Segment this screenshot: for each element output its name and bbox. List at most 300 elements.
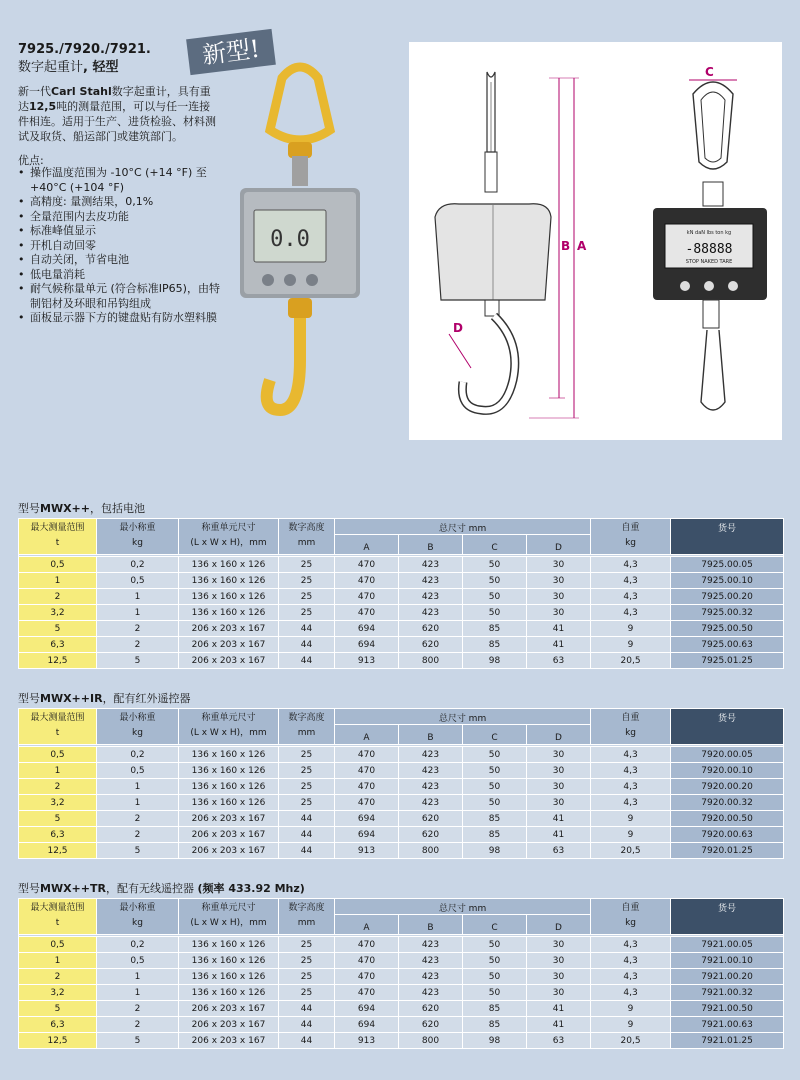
table-cell: 2: [97, 811, 179, 827]
table-cell: 30: [527, 605, 591, 621]
header-total-size: 总尺寸 mm: [335, 709, 591, 725]
advantage-item: • 标准峰值显示: [18, 224, 228, 239]
label-b: B: [561, 239, 571, 253]
table-cell: 85: [463, 811, 527, 827]
table-cell: 25: [279, 779, 335, 795]
table-row: [19, 637, 784, 653]
title-prefix: 型号: [18, 692, 40, 705]
header-item-no: 货号: [671, 709, 784, 745]
table-cell: 44: [279, 827, 335, 843]
table-cell: 694: [335, 1017, 399, 1033]
table-cell: 206 x 203 x 167: [179, 653, 279, 669]
table-row: [19, 605, 784, 621]
table-cell: 98: [463, 1033, 527, 1049]
header-dim: A: [335, 535, 399, 555]
table-cell: 50: [463, 969, 527, 985]
table-cell: 1: [19, 763, 97, 779]
table-cell: 30: [527, 795, 591, 811]
table-cell: 50: [463, 573, 527, 589]
header-digit-height: 数字高度 mm: [279, 519, 335, 555]
table-cell: 2: [97, 1017, 179, 1033]
header-dim: C: [463, 535, 527, 555]
table-cell: 694: [335, 811, 399, 827]
table-cell: 470: [335, 557, 399, 573]
table-cell: 620: [399, 811, 463, 827]
table-cell: 206 x 203 x 167: [179, 843, 279, 859]
title-suffix: ，配有红外遥控器: [102, 692, 191, 705]
table-row: [19, 937, 784, 953]
table-cell: 7925.00.05: [671, 557, 784, 573]
table-cell: 25: [279, 969, 335, 985]
header-dim: C: [463, 915, 527, 935]
table-cell: 7925.00.20: [671, 589, 784, 605]
table-row: [19, 779, 784, 795]
table-cell: 5: [19, 1001, 97, 1017]
table-row: [19, 621, 784, 637]
table-cell: 470: [335, 763, 399, 779]
table-cell: 4,3: [591, 795, 671, 811]
advantage-item: • 耐气候称量单元 (符合标准IP65)，由特制铝材及环眼和吊钩组成: [18, 282, 228, 311]
intro-text-1: 新一代: [18, 85, 51, 98]
table-cell: 41: [527, 811, 591, 827]
new-badge: 新型!: [186, 29, 276, 75]
table-cell: 25: [279, 985, 335, 1001]
table-cell: 7920.00.63: [671, 827, 784, 843]
table-cell: 0,2: [97, 747, 179, 763]
advantage-item: • 全量范围内去皮功能: [18, 210, 228, 225]
peak-button-icon: [306, 274, 318, 286]
top-shackle-icon: [270, 67, 330, 140]
table-row: [19, 953, 784, 969]
table-cell: 85: [463, 621, 527, 637]
table-cell: 25: [279, 953, 335, 969]
table-cell: 620: [399, 621, 463, 637]
table-row: [19, 557, 784, 573]
header-min-weight: 最小称重 kg: [97, 709, 179, 745]
table-cell: 423: [399, 605, 463, 621]
table-cell: 30: [527, 985, 591, 1001]
table-cell: 9: [591, 637, 671, 653]
table-cell: 5: [97, 1033, 179, 1049]
table-cell: 6,3: [19, 1017, 97, 1033]
table-cell: 44: [279, 653, 335, 669]
table-cell: 6,3: [19, 827, 97, 843]
table-cell: 41: [527, 827, 591, 843]
table-row: [19, 653, 784, 669]
table-cell: 9: [591, 811, 671, 827]
table-cell: 136 x 160 x 126: [179, 969, 279, 985]
table-cell: 25: [279, 763, 335, 779]
spec-table-mwx-tr: [18, 898, 784, 1049]
table-cell: 136 x 160 x 126: [179, 763, 279, 779]
table-cell: 206 x 203 x 167: [179, 1001, 279, 1017]
table-cell: 0,5: [19, 747, 97, 763]
advantage-item: • 低电量消耗: [18, 268, 228, 283]
table-cell: 2: [97, 621, 179, 637]
header-weight: 自重 kg: [591, 899, 671, 935]
subtitle-rest: , 轻型: [83, 60, 119, 75]
header-dim: A: [335, 915, 399, 935]
table-cell: 5: [19, 811, 97, 827]
header-digit-height: 数字高度 mm: [279, 899, 335, 935]
header-cell-size: 称重单元尺寸 (L x W x H)，mm: [179, 899, 279, 935]
table-cell: 7925.00.50: [671, 621, 784, 637]
table-cell: 2: [19, 589, 97, 605]
table-cell: 7921.00.10: [671, 953, 784, 969]
table-cell: 25: [279, 795, 335, 811]
table-cell: 423: [399, 779, 463, 795]
table-cell: 470: [335, 795, 399, 811]
table-cell: 423: [399, 969, 463, 985]
table-cell: 50: [463, 953, 527, 969]
table-cell: 4,3: [591, 557, 671, 573]
table-cell: 1: [97, 985, 179, 1001]
table-cell: 423: [399, 763, 463, 779]
table-cell: 9: [591, 1001, 671, 1017]
label-c: C: [705, 65, 714, 79]
table-cell: 7920.00.50: [671, 811, 784, 827]
table-cell: 1: [19, 573, 97, 589]
spec-table-mwx-ir: [18, 708, 784, 859]
header-weight: 自重 kg: [591, 519, 671, 555]
table-cell: 206 x 203 x 167: [179, 637, 279, 653]
header-item-no: 货号: [671, 519, 784, 555]
table-cell: 25: [279, 573, 335, 589]
table-row: [19, 1017, 784, 1033]
table-row: [19, 985, 784, 1001]
table-cell: 2: [97, 1001, 179, 1017]
advantage-item: • 高精度: 量测结果，0,1%: [18, 195, 228, 210]
header-dim: A: [335, 725, 399, 745]
table-cell: 1: [19, 953, 97, 969]
table-cell: 1: [97, 779, 179, 795]
table-cell: 4,3: [591, 589, 671, 605]
header-weight: 自重 kg: [591, 709, 671, 745]
table-cell: 7920.00.32: [671, 795, 784, 811]
table-cell: 1: [97, 969, 179, 985]
table-cell: 30: [527, 747, 591, 763]
table-cell: 0,2: [97, 557, 179, 573]
spec-table-mwx: [18, 518, 784, 669]
table-cell: 470: [335, 589, 399, 605]
table-cell: 800: [399, 843, 463, 859]
table-cell: 63: [527, 653, 591, 669]
table-cell: 7921.00.05: [671, 937, 784, 953]
table-cell: 0,5: [19, 937, 97, 953]
table-cell: 4,3: [591, 605, 671, 621]
header-dim: B: [399, 915, 463, 935]
table-cell: 136 x 160 x 126: [179, 589, 279, 605]
header-dim: B: [399, 725, 463, 745]
table-cell: 85: [463, 637, 527, 653]
table-cell: 913: [335, 843, 399, 859]
table-cell: 423: [399, 937, 463, 953]
table-cell: 136 x 160 x 126: [179, 985, 279, 1001]
table-cell: 0,5: [19, 557, 97, 573]
table-cell: 3,2: [19, 985, 97, 1001]
table-cell: 470: [335, 747, 399, 763]
title-extra: (频率 433.92 Mhz): [197, 882, 305, 895]
table-cell: 470: [335, 953, 399, 969]
intro-text-2: 数字起重计，具有重达: [18, 85, 211, 113]
table-cell: 5: [97, 843, 179, 859]
table-cell: 7920.00.05: [671, 747, 784, 763]
table-cell: 50: [463, 747, 527, 763]
table-row: [19, 747, 784, 763]
table-cell: 470: [335, 969, 399, 985]
tare-key-icon: [704, 281, 714, 291]
title-model: MWX++IR: [40, 692, 103, 705]
table-cell: 423: [399, 953, 463, 969]
table-cell: 913: [335, 1033, 399, 1049]
table-cell: 800: [399, 653, 463, 669]
advantage-item: • 操作温度范围为 -10°C (+14 °F) 至 +40°C (+104 °F): [18, 166, 228, 195]
table-cell: 620: [399, 1017, 463, 1033]
table-row: [19, 795, 784, 811]
model-code: 7925./7920./7921.: [18, 42, 151, 57]
table-row: [19, 969, 784, 985]
table-cell: 2: [19, 969, 97, 985]
table-cell: 12,5: [19, 843, 97, 859]
table-row: [19, 843, 784, 859]
title-model: MWX++: [40, 502, 90, 515]
table-cell: 206 x 203 x 167: [179, 621, 279, 637]
table-cell: 4,3: [591, 953, 671, 969]
table-cell: 136 x 160 x 126: [179, 795, 279, 811]
table-cell: 423: [399, 573, 463, 589]
svg-text:kN daN lbs ton kg: kN daN lbs ton kg: [686, 230, 732, 236]
table-cell: 136 x 160 x 126: [179, 573, 279, 589]
table-cell: 50: [463, 557, 527, 573]
table-cell: 1: [97, 589, 179, 605]
table-cell: 423: [399, 557, 463, 573]
header-dim: B: [399, 535, 463, 555]
table-cell: 7920.00.20: [671, 779, 784, 795]
title-suffix: ，配有无线遥控器: [105, 882, 198, 895]
table-cell: 50: [463, 779, 527, 795]
header-dim: D: [527, 535, 591, 555]
table-row: [19, 763, 784, 779]
advantages-title: 优点:: [18, 154, 44, 167]
table-cell: 5: [97, 653, 179, 669]
table-cell: 694: [335, 637, 399, 653]
table-cell: 25: [279, 557, 335, 573]
table-cell: 4,3: [591, 779, 671, 795]
table-cell: 20,5: [591, 653, 671, 669]
table-cell: 0,2: [97, 937, 179, 953]
table-cell: 3,2: [19, 605, 97, 621]
table-cell: 0,5: [97, 953, 179, 969]
table-cell: 136 x 160 x 126: [179, 779, 279, 795]
table-cell: 50: [463, 589, 527, 605]
table-cell: 30: [527, 937, 591, 953]
table-cell: 470: [335, 779, 399, 795]
table-cell: 7921.00.20: [671, 969, 784, 985]
table-cell: 2: [97, 827, 179, 843]
table-cell: 98: [463, 843, 527, 859]
table-cell: 63: [527, 843, 591, 859]
table-cell: 98: [463, 653, 527, 669]
table-cell: 7925.00.32: [671, 605, 784, 621]
table-cell: 41: [527, 1001, 591, 1017]
table-cell: 50: [463, 605, 527, 621]
header-min-weight: 最小称重 kg: [97, 899, 179, 935]
table-cell: 85: [463, 1001, 527, 1017]
table-cell: 470: [335, 937, 399, 953]
table-cell: 25: [279, 747, 335, 763]
table-cell: 44: [279, 811, 335, 827]
table-cell: 0,5: [97, 573, 179, 589]
product-subtitle: [18, 56, 118, 75]
table-cell: 50: [463, 795, 527, 811]
table-cell: 7925.00.63: [671, 637, 784, 653]
table-cell: 85: [463, 1017, 527, 1033]
table-cell: 50: [463, 937, 527, 953]
table-cell: 423: [399, 747, 463, 763]
table-cell: 85: [463, 827, 527, 843]
table-cell: 4,3: [591, 985, 671, 1001]
table-cell: 423: [399, 985, 463, 1001]
table-cell: 3,2: [19, 795, 97, 811]
table-cell: 2: [19, 779, 97, 795]
table-cell: 30: [527, 953, 591, 969]
svg-text:-88888: -88888: [685, 242, 733, 257]
table-cell: 4,3: [591, 969, 671, 985]
table-cell: 44: [279, 843, 335, 859]
table-title-mwx-ir: [18, 690, 191, 706]
table-cell: 44: [279, 1017, 335, 1033]
table-cell: 12,5: [19, 1033, 97, 1049]
table-row: [19, 827, 784, 843]
table-cell: 12,5: [19, 653, 97, 669]
dimension-diagram: [409, 42, 782, 440]
table-cell: 7921.00.50: [671, 1001, 784, 1017]
table-cell: 30: [527, 589, 591, 605]
advantage-item: • 自动关闭，节省电池: [18, 253, 228, 268]
table-cell: 7920.00.10: [671, 763, 784, 779]
label-d: D: [453, 321, 463, 335]
table-cell: 30: [527, 779, 591, 795]
product-photo: [230, 60, 370, 430]
svg-text:0.0: 0.0: [270, 227, 310, 252]
table-cell: 470: [335, 605, 399, 621]
table-cell: 30: [527, 969, 591, 985]
table-cell: 44: [279, 621, 335, 637]
advantage-item: • 开机自动回零: [18, 239, 228, 254]
table-row: [19, 589, 784, 605]
table-cell: 136 x 160 x 126: [179, 953, 279, 969]
table-cell: 20,5: [591, 1033, 671, 1049]
table-cell: 136 x 160 x 126: [179, 605, 279, 621]
table-cell: 9: [591, 621, 671, 637]
header-dim: D: [527, 725, 591, 745]
table-cell: 1: [97, 605, 179, 621]
table-cell: 30: [527, 557, 591, 573]
table-cell: 6,3: [19, 637, 97, 653]
title-prefix: 型号: [18, 882, 40, 895]
table-cell: 7925.00.10: [671, 573, 784, 589]
table-cell: 44: [279, 637, 335, 653]
table-cell: 620: [399, 1001, 463, 1017]
table-cell: 20,5: [591, 843, 671, 859]
header-capacity: 最大测量范围 t: [19, 709, 97, 745]
table-cell: 620: [399, 827, 463, 843]
table-cell: 63: [527, 1033, 591, 1049]
table-cell: 2: [97, 637, 179, 653]
table-cell: 470: [335, 573, 399, 589]
table-cell: 694: [335, 621, 399, 637]
table-cell: 7921.00.63: [671, 1017, 784, 1033]
table-cell: 136 x 160 x 126: [179, 937, 279, 953]
advantage-item: • 面板显示器下方的键盘贴有防水塑料膜: [18, 311, 228, 326]
table-cell: 423: [399, 795, 463, 811]
table-cell: 7921.00.32: [671, 985, 784, 1001]
title-model: MWX++TR: [40, 882, 106, 895]
table-cell: 25: [279, 605, 335, 621]
table-cell: 4,3: [591, 573, 671, 589]
intro-text-3: 吨的测量范围，可以与任一连接件相连。适用于生产、进货检验、材料测试及取货、船运部门或建筑部门。: [18, 100, 216, 143]
table-cell: 4,3: [591, 747, 671, 763]
table-cell: 694: [335, 1001, 399, 1017]
table-cell: 30: [527, 763, 591, 779]
table-cell: 44: [279, 1033, 335, 1049]
title-prefix: 型号: [18, 502, 40, 515]
table-cell: 206 x 203 x 167: [179, 1017, 279, 1033]
bottom-hook-icon: [267, 318, 300, 410]
table-cell: 50: [463, 985, 527, 1001]
table-cell: 50: [463, 763, 527, 779]
power-key-icon: [680, 281, 690, 291]
table-cell: 30: [527, 573, 591, 589]
table-cell: 206 x 203 x 167: [179, 811, 279, 827]
table-cell: 41: [527, 1017, 591, 1033]
table-cell: 694: [335, 827, 399, 843]
table-row: [19, 573, 784, 589]
table-cell: 0,5: [97, 763, 179, 779]
intro-paragraph: [18, 84, 218, 144]
table-cell: 25: [279, 937, 335, 953]
table-cell: 9: [591, 827, 671, 843]
header-cell-size: 称重单元尺寸 (L x W x H)，mm: [179, 709, 279, 745]
header-min-weight: 最小称重 kg: [97, 519, 179, 555]
table-cell: 5: [19, 621, 97, 637]
header-dim: D: [527, 915, 591, 935]
header-item-no: 货号: [671, 899, 784, 935]
table-cell: 800: [399, 1033, 463, 1049]
intro-brand: Carl Stahl: [51, 85, 112, 98]
table-cell: 4,3: [591, 937, 671, 953]
header-dim: C: [463, 725, 527, 745]
table-cell: 25: [279, 589, 335, 605]
table-cell: 423: [399, 589, 463, 605]
table-cell: 44: [279, 1001, 335, 1017]
header-capacity: 最大测量范围 t: [19, 899, 97, 935]
advantages-list: [18, 166, 228, 326]
table-cell: 7925.01.25: [671, 653, 784, 669]
label-a: A: [577, 239, 587, 253]
header-capacity: 最大测量范围 t: [19, 519, 97, 555]
svg-text:STOP NAKED TARE: STOP NAKED TARE: [685, 259, 733, 265]
table-title-mwx-tr: [18, 880, 305, 896]
table-cell: 913: [335, 653, 399, 669]
header-total-size: 总尺寸 mm: [335, 519, 591, 535]
subtitle-main: 数字起重计: [18, 60, 84, 75]
table-cell: 7921.01.25: [671, 1033, 784, 1049]
table-cell: 620: [399, 637, 463, 653]
header-total-size: 总尺寸 mm: [335, 899, 591, 915]
table-cell: 9: [591, 1017, 671, 1033]
table-cell: 4,3: [591, 763, 671, 779]
